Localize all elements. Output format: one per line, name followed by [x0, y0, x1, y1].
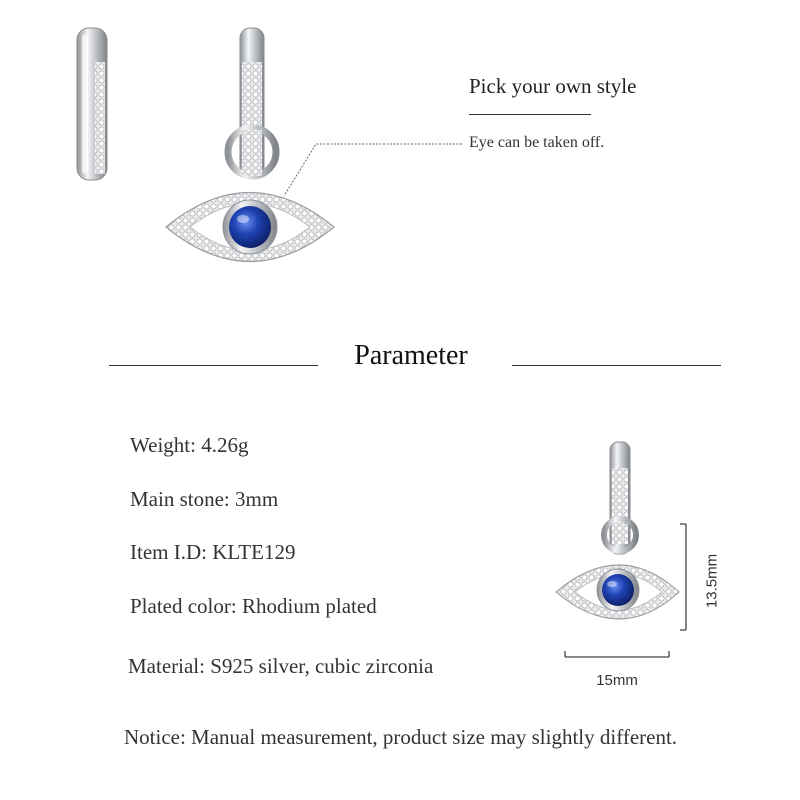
spec-weight: Weight: 4.26g [130, 433, 249, 457]
spec-material: Material: S925 silver, cubic zirconia [128, 654, 434, 678]
detachable-caption: Eye can be taken off. [469, 134, 605, 151]
evil-eye-earring-small [556, 442, 679, 619]
spec-main-stone: Main stone: 3mm [130, 487, 279, 511]
width-dimension-line [565, 651, 669, 657]
evil-eye-earring [166, 28, 334, 262]
hoop-earring-side [77, 28, 107, 180]
notice-text: Notice: Manual measurement, product size may slightly different. [124, 725, 678, 749]
divider-right [512, 365, 721, 366]
style-heading-underline [469, 114, 591, 115]
spec-plated-color: Plated color: Rhodium plated [130, 594, 377, 618]
spec-item-id: Item I.D: KLTE129 [130, 540, 296, 564]
height-dimension-label: 13.5mm [703, 553, 721, 609]
parameter-title: Parameter [354, 340, 468, 371]
callout-line [284, 144, 462, 196]
width-dimension-label: 15mm [596, 672, 638, 689]
style-heading: Pick your own style [469, 74, 637, 98]
height-dimension-line [680, 524, 686, 630]
